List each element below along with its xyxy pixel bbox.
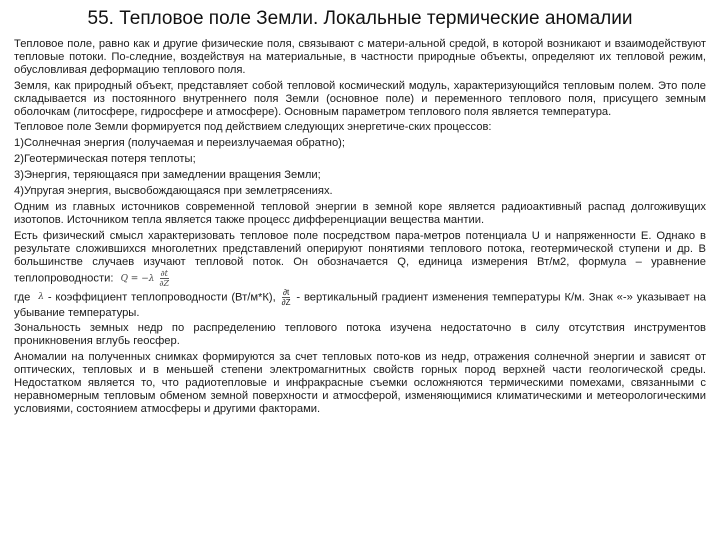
formula-lhs: Q = −λ: [120, 273, 155, 284]
lambda-symbol: λ: [38, 291, 44, 302]
formula-numerator: ∂t: [160, 268, 168, 278]
list-item-elastic: 4)Упругая энергия, высвобождающаяся при землетрясениях.: [14, 185, 333, 198]
paragraph-processes-intro: Тепловое поле Земли формируется под действием следующих энергетиче-ских процессов:: [14, 121, 492, 134]
where-end: - вертикальный градиент изменения температуры К/м. Знак «-» указывает на убывание температуры.: [14, 290, 707, 319]
formula-fraction: [159, 269, 169, 288]
paragraph-anomalies: Аномалии на полученных снимках формируются за счет тепловых пото-ков из недр, отражения солнечной энергии и зависят от оптических, тепловых и в меньшей степени электромагнитных свойств горных пород верхней части геологической среды. Недостатком является то, что радиотепловые и инфракрасные съемки осложняются термическими помехами, связанными с неравномерным тепловым обменом земной поверхности и атмосферой, изменяющимися климатическими и метеорологическими условиями, состоянием атмосферы и другими факторами.: [14, 351, 706, 415]
paragraph-radioactive: Одним из главных источников современной тепловой энергии в земной коре является радиоактивный распад долгоживущих изотопов. Источником тепла является также процесс дифференциации вещества мантии.: [14, 200, 706, 226]
formula-denominator: ∂Z: [159, 278, 170, 288]
where-line: [14, 288, 706, 320]
where-middle: - коэффициент теплопроводности (Вт/м*К),: [47, 290, 276, 303]
paragraph-earth-module: Земля, как природный объект, представляет собой тепловой космический модуль, характеризующийся тепловым полем. Это поле складывается из постоянного внутреннего поля Земли (основное поле) и переменного теплового поля, присущего земным оболочкам (литосфере, гидросфере и атмосфере). Основным параметром теплового поля является температура.: [14, 79, 706, 118]
slide-title: 55. Тепловое поле Земли. Локальные термические аномалии: [87, 8, 633, 29]
list-item-rotation: 3)Энергия, теряющаяся при замедлении вращения Земли;: [14, 169, 321, 182]
heat-equation-formula: [121, 269, 171, 288]
list-item-geothermal: 2)Геотермическая потеря теплоты;: [14, 153, 196, 166]
paragraph-zonality: Зональность земных недр по распределению теплового потока изучена недостаточно в силу отсутствия инструментов проникновения вглубь геосфер.: [14, 322, 706, 348]
paragraph-heat-flow: [14, 230, 706, 320]
gradient-fraction: [282, 288, 291, 307]
list-item-solar: 1)Солнечная энергия (получаемая и переизлучаемая обратно);: [14, 137, 346, 150]
where-prefix: где: [14, 290, 31, 303]
slide-body: [14, 38, 706, 419]
heat-flow-text: Есть физический смысл характеризовать тепловое поле посредством пара-метров потенциала U и напряженности E. Однако в результате сложившихся многолетних представлений оперируют понятиями теплового потока, геотермической ступени и др. В большинстве случаев изучают тепловой поток. Он обозначается Q, единица измерения Вт/м2, формула – уравнение теплопроводности:: [14, 229, 706, 284]
gradient-numerator: ∂t: [282, 287, 290, 297]
gradient-denominator: ∂Z: [281, 297, 291, 307]
paragraph-intro: Тепловое поле, равно как и другие физические поля, связывают с матери-альной средой, в которой возникают и взаимодействуют тепловые потоки. По-следние, воздействуя на материальные, в частности природные объекты, определяют их тепловой режим, обусловливая деформацию теплового поля.: [14, 38, 706, 76]
